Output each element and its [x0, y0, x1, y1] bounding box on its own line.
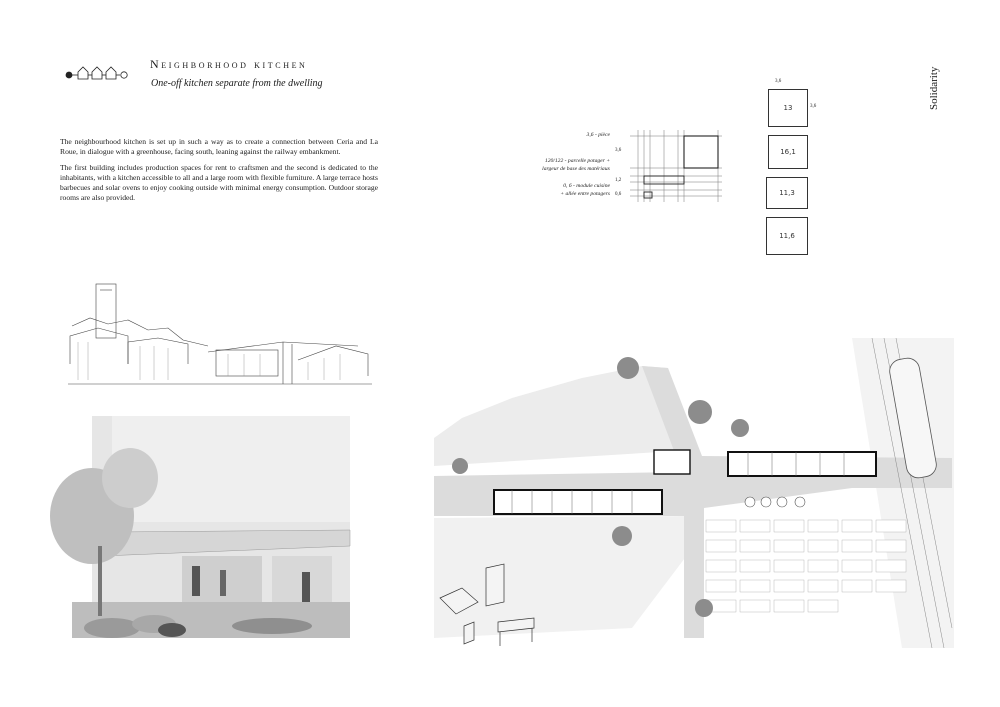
module-grid-drawing: [630, 128, 722, 204]
section-label: Solidarity: [928, 66, 940, 110]
description-text: [60, 137, 378, 209]
elevation-sketch: [68, 280, 378, 392]
module-dimension: 0,6: [615, 192, 622, 197]
area-box: 11,3: [766, 177, 808, 209]
module-label: 0, 6 - module cuisine: [563, 183, 610, 189]
house-chain-icon: [64, 62, 130, 84]
description-paragraph: The neighbourhood kitchen is set up in such a way as to create a connection between Ceria and La Roue, in dialogue with a greenhouse, facing south, leaning against the railway embankment.: [60, 137, 378, 156]
page-subtitle: One-off kitchen separate from the dwelling: [151, 78, 323, 89]
module-label: + allée entre potagers: [560, 191, 610, 197]
page-title: Neighborhood kitchen: [150, 57, 308, 71]
module-dimension: 3,6: [615, 148, 622, 153]
area-box: 11,6: [766, 217, 808, 255]
description-paragraph: The first building includes production spaces for rent to craftsmen and the second is dedicated to the inhabitants, with a kitchen accessible to all and a large room with flexible furniture. A large terrace hosts barbecues and solar ovens to enjoy cooking outside with minimal energy consumption. Outdoor storage rooms are also provided.: [60, 163, 378, 202]
perspective-render: [72, 416, 352, 638]
module-label: 120/122 - parcelle potager +: [544, 158, 610, 164]
box-dimension: 3,6: [775, 79, 782, 84]
module-dimension: 1,2: [615, 178, 622, 183]
furniture-axonometric: [436, 562, 538, 650]
area-box: 16,1: [768, 135, 808, 169]
area-box: 13: [768, 89, 808, 127]
module-label: largeur de base des matériaux: [542, 166, 610, 172]
box-dimension: 3,6: [810, 104, 817, 109]
module-label: 3,6 - pièce: [586, 132, 610, 138]
